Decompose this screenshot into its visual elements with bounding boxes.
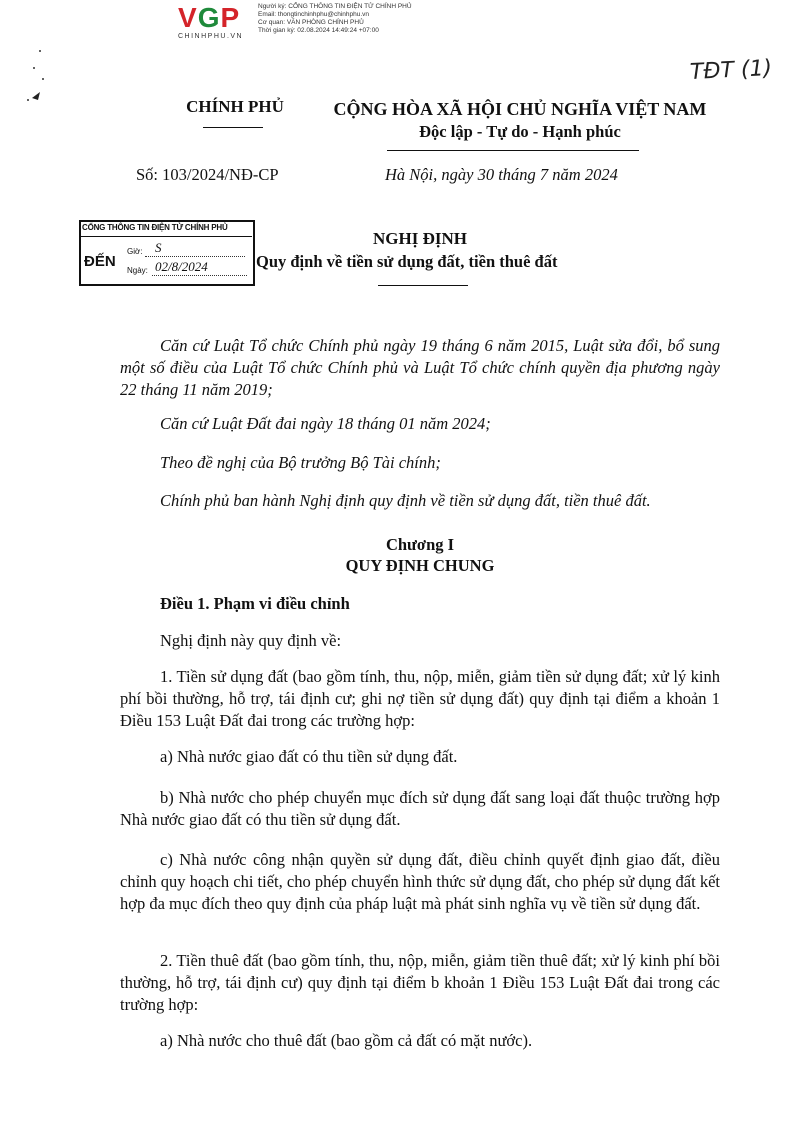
- signature-agency: Cơ quan: VĂN PHÒNG CHÍNH PHỦ: [258, 19, 364, 26]
- vgp-logo: [178, 4, 258, 40]
- vgp-sub: CHINHPHU.VN: [178, 33, 244, 40]
- scan-specks: [26, 48, 56, 108]
- national-motto: Độc lập - Tự do - Hạnh phúc: [419, 122, 621, 141]
- preamble-3: Theo đề nghị của Bộ trưởng Bộ Tài chính;: [160, 453, 441, 472]
- stamp-gio-value: S: [155, 240, 162, 255]
- preamble-2: Căn cứ Luật Đất đai ngày 18 tháng 01 năm 2024;: [160, 414, 491, 433]
- clause-1: 1. Tiền sử dụng đất (bao gồm tính, thu, nộp, miễn, giảm tiền sử dụng đất; xử lý kinh phí bồi thường, hỗ trợ, tái định cư; ghi nợ tiền sử dụng đất) quy định tại điểm a khoản 1 Điều 153 Luật Đất đai trong các trường hợp:: [120, 667, 720, 730]
- clause-2a: a) Nhà nước cho thuê đất (bao gồm cả đất có mặt nước).: [160, 1031, 533, 1050]
- motto-underline: [387, 150, 639, 151]
- clause-1a: a) Nhà nước giao đất có thu tiền sử dụng đất.: [160, 747, 458, 766]
- chapter-number: Chương I: [385, 535, 455, 554]
- stamp-ngay-label: Ngày:: [127, 266, 148, 275]
- vgp-letters: VGP: [178, 2, 241, 33]
- signature-time: Thời gian ký: 02.08.2024 14:49:24 +07:00: [258, 27, 379, 34]
- clause-1b: b) Nhà nước cho phép chuyển mục đích sử dụng đất sang loại đất thuộc trường hợp Nhà nước giao đất có thu tiền sử dụng đất.: [120, 788, 720, 829]
- stamp-den: ĐẾN: [84, 253, 116, 270]
- preamble-1: Căn cứ Luật Tổ chức Chính phủ ngày 19 tháng 6 năm 2015, Luật sửa đổi, bổ sung một số điều của Luật Tổ chức Chính phủ và Luật Tổ chức chính quyền địa phương ngày 22 tháng 11 năm 2019;: [120, 336, 720, 399]
- stamp-ngay-value: 02/8/2024: [155, 259, 208, 274]
- digital-signature-info: [258, 3, 412, 35]
- stamp-divider: [80, 236, 252, 237]
- clause-2: 2. Tiền thuê đất (bao gồm tính, thu, nộp, miễn, giảm tiền thuê đất; xử lý kinh phí bồi thường, hỗ trợ, tái định cư) quy định tại điểm b khoản 1 Điều 153 Luật Đất đai trong các trường hợp:: [120, 951, 720, 1014]
- document-number: Số: 103/2024/NĐ-CP: [136, 165, 279, 184]
- document-subject: Quy định về tiền sử dụng đất, tiền thuê đất: [256, 252, 558, 271]
- place-date: Hà Nội, ngày 30 tháng 7 năm 2024: [385, 165, 618, 184]
- title-underline: [378, 285, 468, 286]
- national-title: CỘNG HÒA XÃ HỘI CHỦ NGHĨA VIỆT NAM: [333, 99, 707, 119]
- article-title: Điều 1. Phạm vi điều chỉnh: [160, 594, 350, 613]
- document-type: NGHỊ ĐỊNH: [373, 229, 467, 248]
- stamp-dotted-line: [145, 256, 245, 257]
- stamp-title: CỔNG THÔNG TIN ĐIỆN TỬ CHÍNH PHỦ: [82, 223, 228, 232]
- clause-1c: c) Nhà nước công nhận quyền sử dụng đất, điều chỉnh quyết định giao đất, điều chỉnh quy hoạch chi tiết, cho phép chuyển hình thức sử dụng đất, cho phép sử dụng đất kết hợp đa mục đích theo quy định của pháp luật mà phát sinh nghĩa vụ về tiền sử dụng đất.: [120, 850, 720, 913]
- article-intro: Nghị định này quy định về:: [160, 631, 342, 650]
- agency-underline: [203, 127, 263, 128]
- signature-signer: Người ký: CỔNG THÔNG TIN ĐIỆN TỬ CHÍNH PHỦ: [258, 3, 412, 10]
- stamp-dotted-line: [152, 275, 247, 276]
- stamp-gio-label: Giờ:: [127, 247, 143, 256]
- preamble-4: Chính phủ ban hành Nghị định quy định về tiền sử dụng đất, tiền thuê đất.: [160, 491, 651, 510]
- issuing-agency: CHÍNH PHỦ: [186, 97, 284, 116]
- chapter-name: QUY ĐỊNH CHUNG: [345, 556, 495, 575]
- handwritten-note: TĐT (1): [689, 55, 773, 86]
- signature-email: Email: thongtinchinhphu@chinhphu.vn: [258, 11, 370, 18]
